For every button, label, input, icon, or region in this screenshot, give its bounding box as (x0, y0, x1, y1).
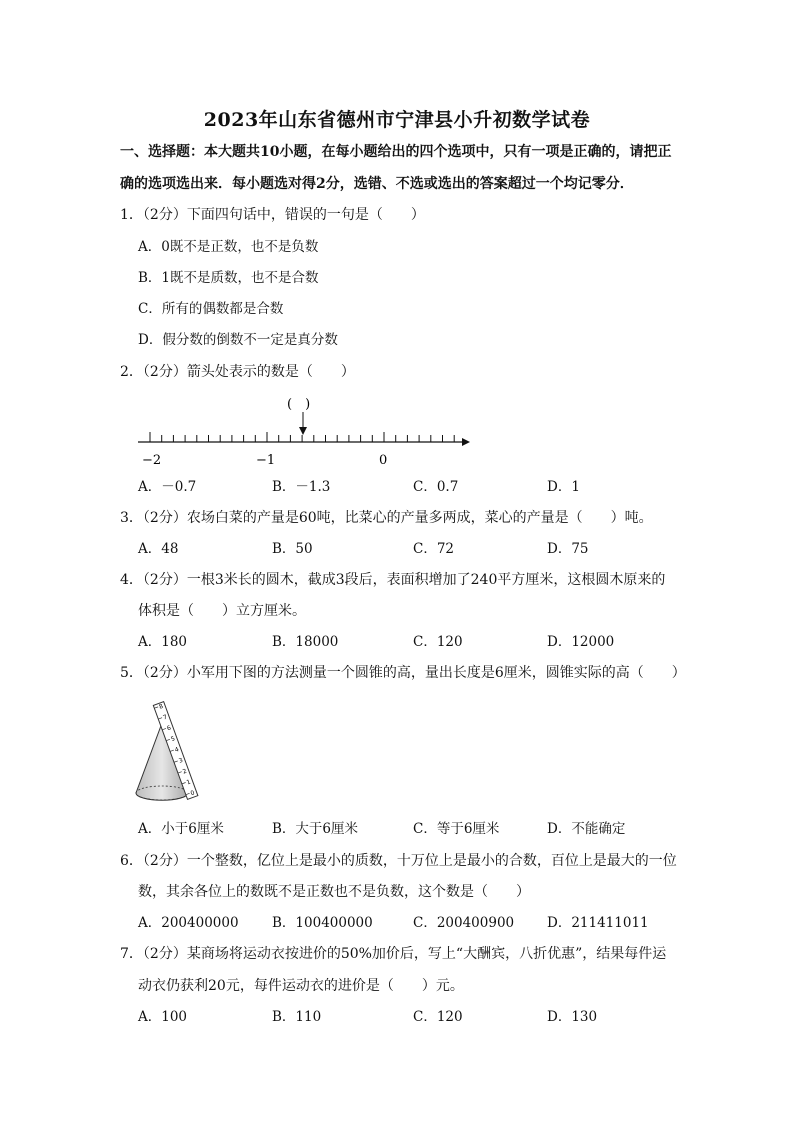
q6-option-b: B．100400000 (272, 915, 373, 931)
ruler-tick-label: 8 (158, 702, 165, 711)
q7-option-a: A．100 (138, 1009, 188, 1025)
ruler-tick-label: 3 (177, 756, 184, 765)
question-6-stem-line1: 6．（2分）一个整数，亿位上是最小的质数，十万位上是最小的合数，百位上是最大的一位 (120, 853, 677, 869)
arrow-head-icon (299, 427, 307, 435)
q1-option-a: A．0既不是正数，也不是负数 (138, 239, 319, 255)
question-1-stem: 1．（2分）下面四句话中，错误的一句是（ ） (120, 207, 425, 223)
q7-option-d: D．130 (547, 1009, 598, 1025)
q1-option-b: B．1既不是质数，也不是合数 (138, 270, 319, 286)
q2-option-d: D．1 (547, 479, 580, 495)
label-zero: 0 (379, 453, 388, 468)
q5-option-a: A．小于6厘米 (138, 821, 224, 837)
question-4-stem-line1: 4．（2分）一根3米长的圆木，截成3段后，表面积增加了240平方厘米，这根圆木原来的 (120, 572, 666, 588)
ruler-tick-label: 4 (173, 746, 180, 754)
question-7-stem-line1: 7．（2分）某商场将运动衣按进价的50%加价后，写上“大酬宾，八折优惠”，结果每件运 (120, 946, 667, 962)
question-7-stem-line2: 动衣仍获利20元，每件运动衣的进价是（ ）元。 (138, 978, 464, 994)
q7-option-b: B．110 (272, 1009, 322, 1025)
q4-option-c: C．120 (413, 634, 463, 650)
q4-option-d: D．12000 (547, 634, 615, 650)
question-5-stem: 5．（2分）小军用下图的方法测量一个圆锥的高，量出长度是6厘米，圆锥实际的高（ ） (120, 665, 686, 681)
q6-option-c: C．200400900 (413, 915, 515, 931)
section-heading-line2: 确的选项选出来．每小题选对得2分，选错、不选或选出的答案超过一个均记零分． (120, 176, 634, 192)
q4-option-a: A．180 (138, 634, 188, 650)
q5-option-d: D．不能确定 (547, 821, 626, 837)
number-line-figure (130, 390, 480, 470)
axis-arrow-icon (462, 438, 470, 446)
q3-option-b: B．50 (272, 541, 313, 557)
q6-option-a: A．200400000 (138, 915, 239, 931)
section-heading-line1: 一、选择题：本大题共10小题，在每小题给出的四个选项中，只有一项是正确的，请把正 (120, 144, 672, 160)
axis-ticks (150, 432, 454, 442)
numberline-bracket: ( ) (287, 397, 311, 412)
q6-option-d: D．211411011 (547, 915, 649, 931)
q7-option-c: C．120 (413, 1009, 463, 1025)
ruler-tick-label: 6 (166, 724, 173, 733)
ruler-tick-label: 5 (169, 735, 176, 744)
cone-ruler-figure (132, 695, 222, 810)
q1-option-c: C．所有的偶数都是合数 (138, 301, 284, 317)
q3-option-a: A．48 (138, 541, 179, 557)
question-3-stem: 3．（2分）农场白菜的产量是60吨，比菜心的产量多两成，菜心的产量是（ ）吨。 (120, 510, 653, 526)
q5-option-c: C．等于6厘米 (413, 821, 500, 837)
ruler-tick-label: 2 (181, 767, 188, 776)
ruler-tick-label: 0 (189, 789, 196, 798)
ruler-tick-label: 1 (185, 778, 192, 787)
question-2-stem: 2．（2分）箭头处表示的数是（ ） (120, 364, 355, 380)
q5-option-b: B．大于6厘米 (272, 821, 359, 837)
q2-option-c: C．0.7 (413, 479, 459, 495)
question-4-stem-line2: 体积是（ ）立方厘米。 (138, 603, 306, 619)
q4-option-b: B．18000 (272, 634, 339, 650)
ruler-tick-label: 7 (162, 713, 169, 722)
question-6-stem-line2: 数，其余各位上的数既不是正数也不是负数，这个数是（ ） (138, 884, 530, 900)
q3-option-c: C．72 (413, 541, 455, 557)
q2-option-a: A．－0.7 (138, 479, 197, 495)
page-title: 2023年山东省德州市宁津县小升初数学试卷 (203, 109, 591, 131)
label-minus-2: −2 (142, 453, 162, 468)
label-minus-1: −1 (256, 453, 276, 468)
q1-option-d: D．假分数的倒数不一定是真分数 (138, 332, 338, 348)
q3-option-d: D．75 (547, 541, 589, 557)
q2-option-b: B．－1.3 (272, 479, 331, 495)
